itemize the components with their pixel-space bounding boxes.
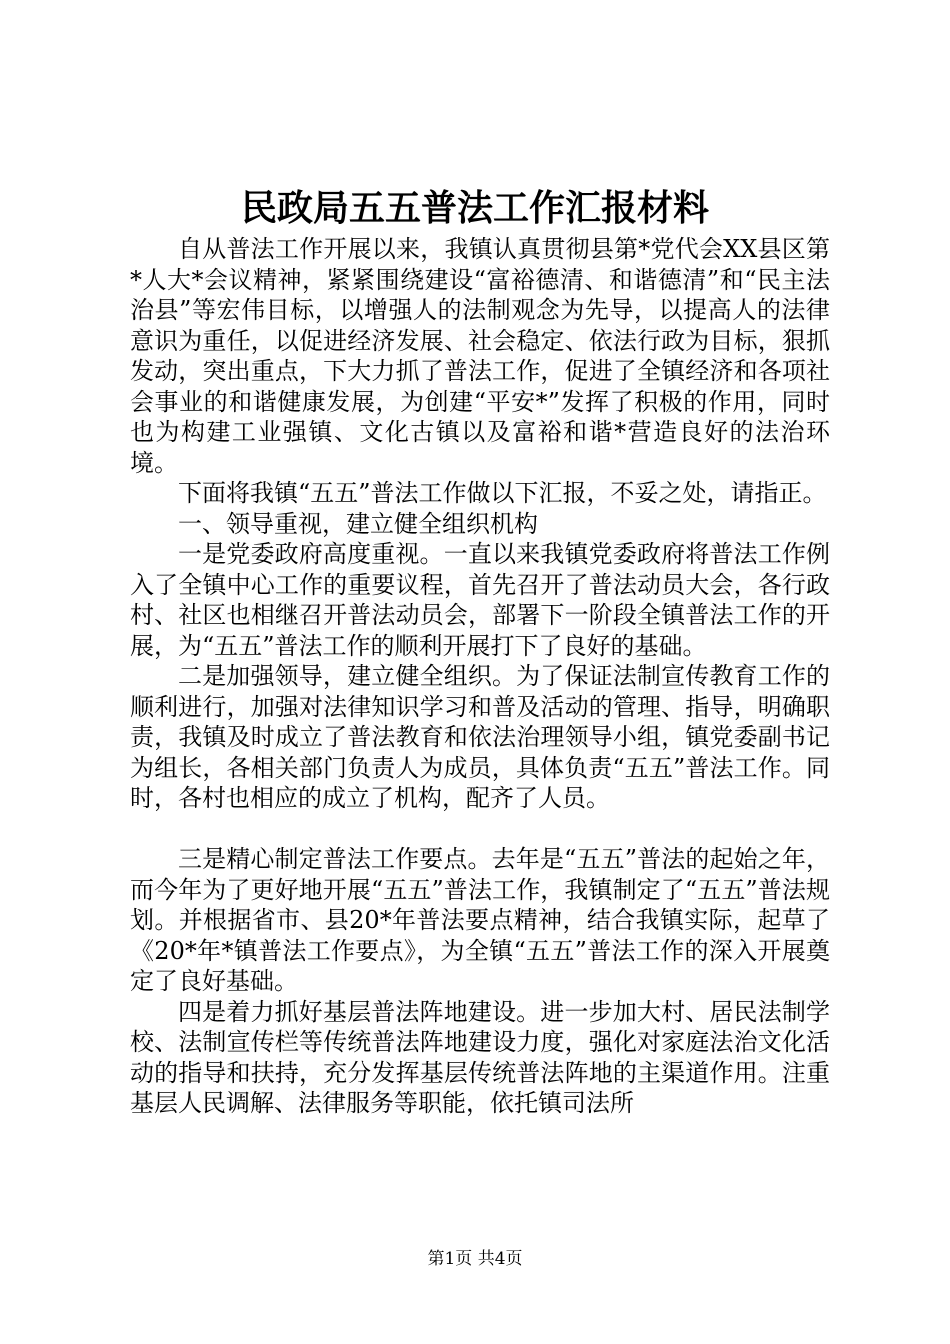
paragraph-point-1: 一是党委政府高度重视。一直以来我镇党委政府将普法工作例入了全镇中心工作的重要议程，首先召开了普法动员大会，各行政村、社区也相继召开普法动员会，部署下一阶段全镇普法工作的开展，为“五五”普法工作的顺利开展打下了良好的基础。	[130, 540, 830, 660]
section-heading-1: 一、领导重视，建立健全组织机构	[178, 509, 538, 538]
page-footer: 第1页 共4页	[427, 1249, 523, 1269]
paragraph-gap	[130, 814, 830, 845]
paragraph-point-3: 三是精心制定普法工作要点。去年是“五五”普法的起始之年，而今年为了更好地开展“五五”普法工作，我镇制定了“五五”普法规划。并根据省市、县20*年普法要点精神，结合我镇实际，起草了《20*年*镇普法工作要点》，为全镇“五五”普法工作的深入开展奠定了良好基础。	[130, 845, 830, 995]
document-title: 民政局五五普法工作汇报材料	[240, 187, 709, 229]
paragraph-report-note: 下面将我镇“五五”普法工作做以下汇报，不妥之处，请指正。	[178, 479, 827, 507]
document-body	[130, 234, 830, 1119]
paragraph-point-2: 二是加强领导，建立健全组织。为了保证法制宣传教育工作的顺利进行，加强对法律知识学习和普及活动的管理、指导，明确职责，我镇及时成立了普法教育和依法治理领导小组，镇党委副书记为组长，各相关部门负责人为成员，具体负责“五五”普法工作。同时，各村也相应的成立了机构，配齐了人员。	[130, 662, 830, 812]
paragraph-intro: 自从普法工作开展以来，我镇认真贯彻县第*党代会XX县区第*人大*会议精神，紧紧围绕建设“富裕德清、和谐德清”和“民主法治县”等宏伟目标，以增强人的法制观念为先导，以提高人的法律意识为重任，以促进经济发展、社会稳定、依法行政为目标，狠抓发动，突出重点，下大力抓了普法工作，促进了全镇经济和各项社会事业的和谐健康发展，为创建“平安*”发挥了积极的作用，同时也为构建工业强镇、文化古镇以及富裕和谐*营造良好的法治环境。	[130, 235, 830, 477]
paragraph-point-4: 四是着力抓好基层普法阵地建设。进一步加大村、居民法制学校、法制宣传栏等传统普法阵地建设力度，强化对家庭法治文化活动的指导和扶持，充分发挥基层传统普法阵地的主渠道作用。注重基层人民调解、法律服务等职能，依托镇司法所	[130, 997, 830, 1117]
